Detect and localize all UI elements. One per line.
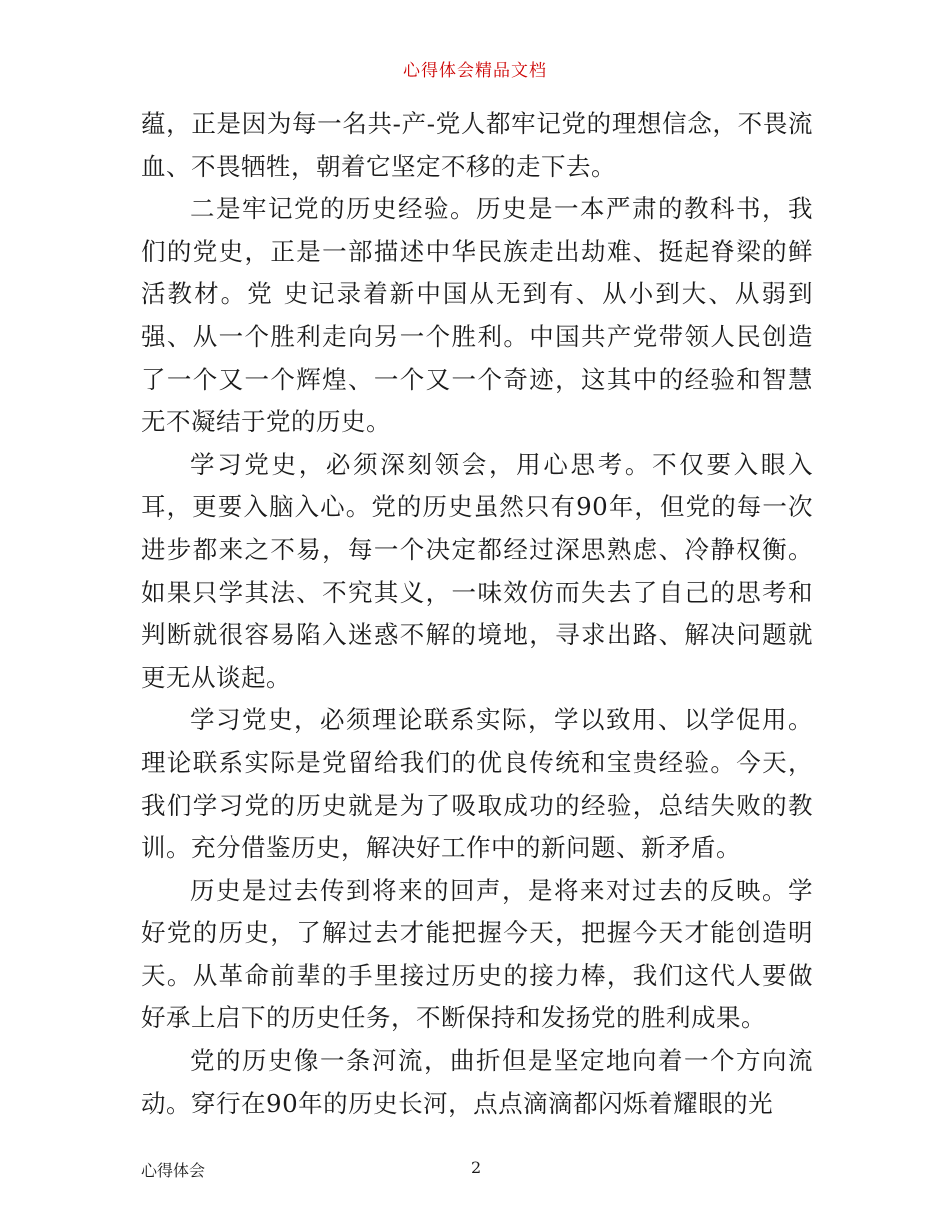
paragraph-4: 学习党史，必须理论联系实际，学以致用、以学促用。理论联系实际是党留给我们的优良传统和宝贵经验。今天，我们学习党的历史就是为了吸取成功的经验，总结失败的教训。充分借鉴历史，解决好工作中的新问题、新矛盾。 xyxy=(141,705,813,863)
footer-label: 心得体会 xyxy=(141,1161,206,1180)
page-number: 2 xyxy=(471,1158,482,1177)
page-header-title: 心得体会精品文档 xyxy=(403,61,547,81)
paragraph-5: 历史是过去传到将来的回声，是将来对过去的反映。学好党的历史，了解过去才能把握今天，把握今天才能创造明天。从革命前辈的手里接过历史的接力棒，我们这代人要做好承上启下的历史任务，不断保持和发扬党的胜利成果。 xyxy=(141,875,813,1033)
paragraph-6: 党的历史像一条河流，曲折但是坚定地向着一个方向流动。穿行在90年的历史长河，点点滴滴都闪烁着耀眼的光 xyxy=(141,1046,813,1118)
paragraph-3: 学习党史，必须深刻领会，用心思考。不仅要入眼入耳，更要入脑入心。党的历史虽然只有90年，但党的每一次进步都来之不易，每一个决定都经过深思熟虑、冷静权衡。如果只学其法、不究其义，一味效仿而失去了自己的思考和判断就很容易陷入迷惑不解的境地，寻求出路、解决问题就更无从谈起。 xyxy=(141,449,813,692)
paragraph-1: 蕴，正是因为每一名共-产-党人都牢记党的理想信念，不畏流血、不畏牺牲，朝着它坚定不移的走下去。 xyxy=(141,109,813,181)
paragraph-2: 二是牢记党的历史经验。历史是一本严肃的教科书，我们的党史，正是一部描述中华民族走出劫难、挺起脊梁的鲜活教材。党 史记录着新中国从无到有、从小到大、从弱到强、从一个胜利走向另一个胜利。中国共产党带领人民创造了一个又一个辉煌、一个又一个奇迹，这其中的经验和智慧无不凝结于党的历史。 xyxy=(141,194,813,437)
document-body xyxy=(141,103,813,1125)
